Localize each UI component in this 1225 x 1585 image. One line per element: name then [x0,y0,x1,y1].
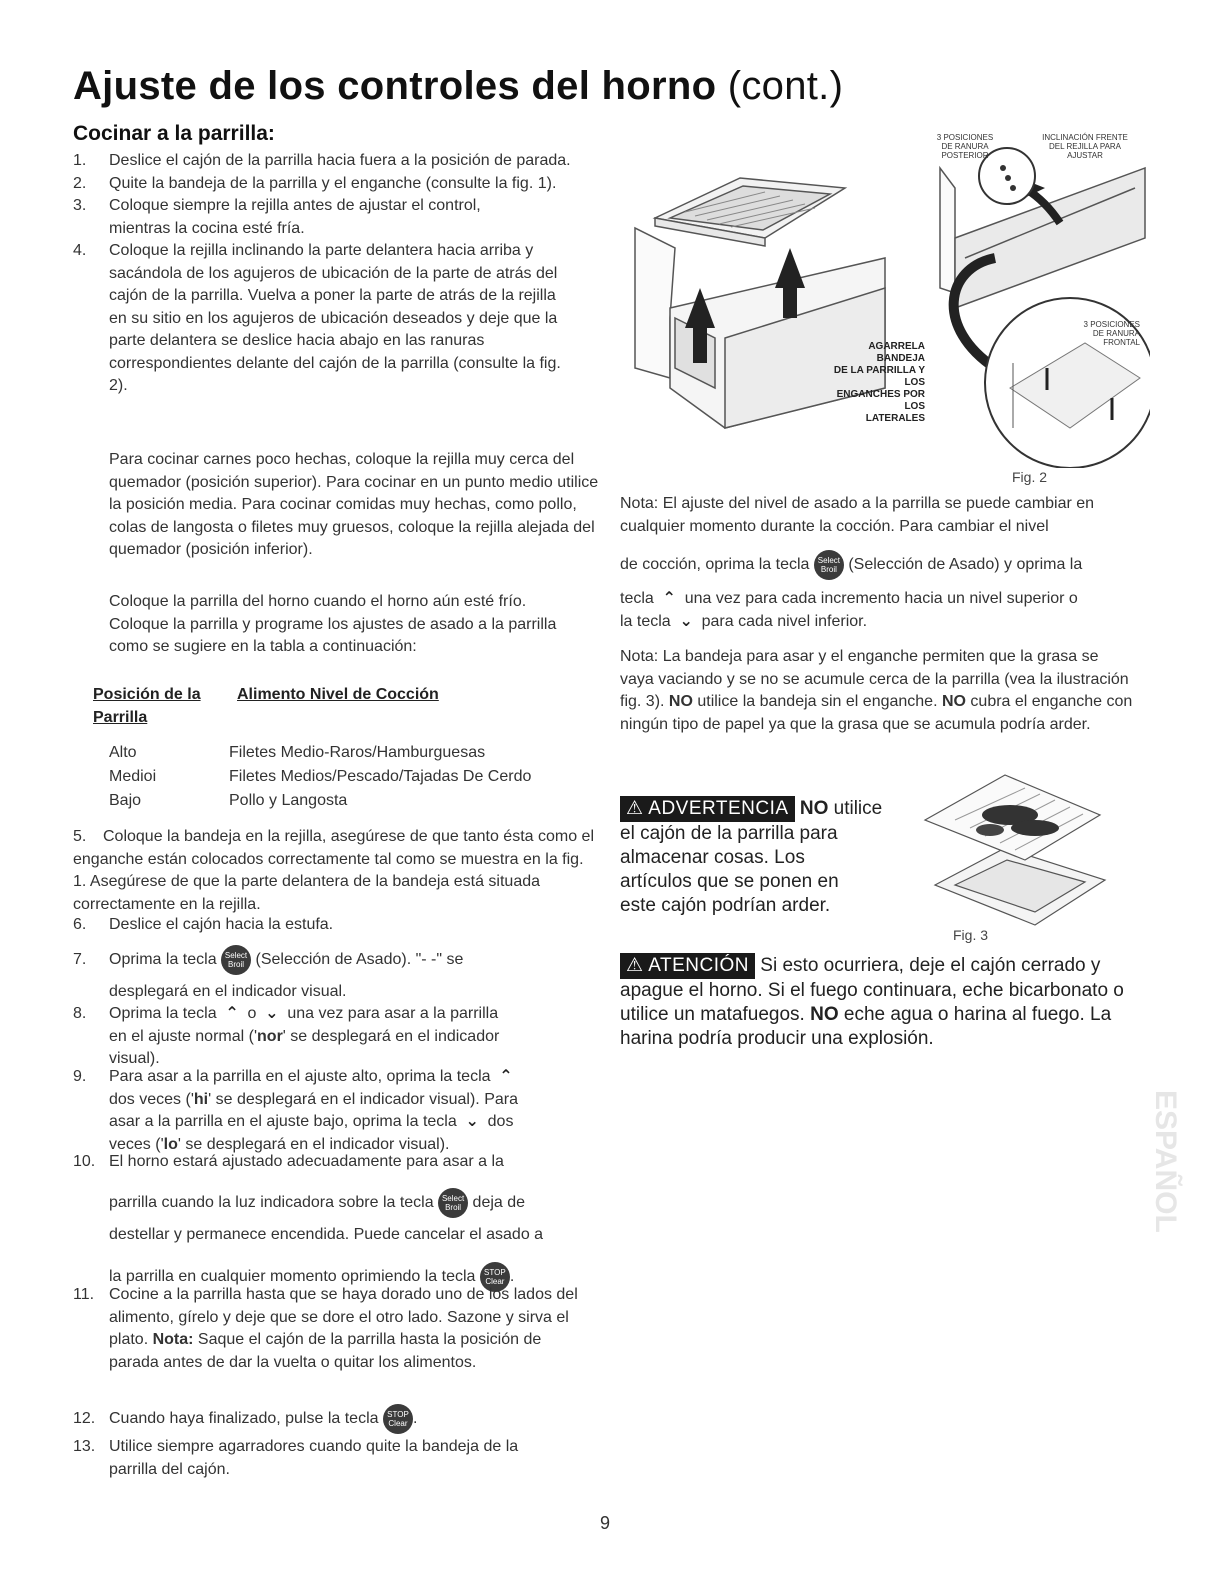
table-row: Alto Filetes Medio-Raros/Hamburguesas [109,744,486,761]
note-broil-level: Nota: El ajuste del nivel de asado a la parrilla se puede cambiar en cualquier momento durante la cocción. Para cambiar el nivel de cocción, oprima la tecla Select Broil (Selección de Asado) y oprima la tecla ⌃ una vez para cada incremento hacia un nivel superior o la tecla ⌄ para cada nivel inferior. [620,493,1140,633]
step-7: 7. Oprima la tecla Select Broil (Selección de Asado). "- -" se desplegará en el indicador visual. [73,945,603,1004]
down-arrow-key-icon: ⌄ [265,1005,279,1022]
table-row: Bajo Pollo y Langosta [109,792,348,809]
up-arrow-key-icon: ⌃ [225,1005,239,1022]
placement-paragraph: Coloque la parrilla del horno cuando el horno aún esté frío. Coloque la parrilla y programe los ajustes de asado a la parrilla como se sugiere en la tabla a continuación: [109,593,557,655]
warning-block: ⚠ ADVERTENCIA NO utilice el cajón de la parrilla para almacenar cosas. Los artículos que se ponen en este cajón podrían arder. [620,798,883,916]
step-12: 12. Cuando haya finalizado, pulse la tecla STOP Clear . [73,1404,417,1434]
step-10: 10. El horno estará ajustado adecuadamente para asar a la parrilla cuando la luz indicadora sobre la tecla Select Broil deja de destellar y permanece encendida. Puede cancelar el asado a la parrilla en cualquier momento oprimiendo la tecla STOP Clear . [73,1151,603,1292]
page-number: 9 [600,1513,611,1533]
fig3-label: Fig. 3 [953,927,989,943]
stop-clear-key-icon: STOP Clear [383,1404,413,1434]
down-arrow-key-icon: ⌄ [465,1113,479,1130]
steps-list-a [73,150,603,398]
fig2-pan-callout: AGARRELA BANDEJA DE LA PARRILLA Y LOS ENGANCHES POR LOS LATERALES [833,341,925,424]
table-header-food: Alimento Nivel de Cocción [237,686,439,703]
down-arrow-key-icon: ⌄ [679,612,693,630]
step-9: 9. Para asar a la parrilla en el ajuste alto, oprima la tecla ⌃ dos veces ('hi' se desplegará en el indicador visual). Para asar a la parrilla en el ajuste bajo, oprima la tecla ⌄ dos veces ('lo' se desplegará en el indicador visual). [73,1068,518,1153]
step-3: 3. Coloque siempre la rejilla antes de ajustar el control, mientras la cocina esté fría. [73,197,481,237]
up-arrow-key-icon: ⌃ [499,1068,513,1085]
step-1: 1. Deslice el cajón de la parrilla hacia fuera a la posición de parada. [73,152,571,169]
step-2: 2. Quite la bandeja de la parrilla y el enganche (consulte la fig. 1). [73,174,557,192]
fig2-front-slot-callout: 3 POSICIONES DE RANURA FRONTAL [1083,320,1140,347]
fig2-label: Fig. 2 [1012,469,1048,485]
step-11: 11. Cocine a la parrilla hasta que se haya dorado uno de los lados del alimento, gírelo y deje que se dore el otro lado. Sazone y sirva el plato. Nota: Saque el cajón de la parrilla hasta la posición de parada antes de dar la vuelta o quitar los alimentos. [73,1286,578,1371]
up-arrow-key-icon: ⌃ [662,590,676,607]
warning-badge: ⚠ ADVERTENCIA [620,796,795,822]
step-4: 4. Coloque la rejilla inclinando la parte delantera hacia arriba y sacándola de los agujeros de ubicación de la parte de atrás del cajón de la parrilla. Vuelva a poner la parte de atrás de la rejilla en su sitio en los agujeros de ubicación deseados y deje que la parte delantera se deslice hacia abajo en las ranuras correspondientes delante del cajón de la parrilla (consulte la fig. 2). [73,242,561,394]
fig2-tilt-callout: INCLINACIÓN FRENTE DEL REJILLA PARA AJUSTAR [1042,133,1128,160]
language-side-tab: ESPAÑOL [1149,1090,1182,1233]
stop-clear-key-icon: STOP Clear [480,1262,510,1292]
fig3-broiler-pan-illustration [915,770,1115,945]
table-header-position: Posición de la Parrilla [93,686,201,726]
caution-block: ⚠ ATENCIÓN Si esto ocurriera, deje el cajón cerrado y apague el horno. Si el fuego continuara, eche bicarbonato o utilice un matafuegos. NO eche agua o harina al fuego. La harina podría producir una explosión. [620,955,1124,1049]
select-broil-key-icon: Select Broil [221,945,251,975]
step-6: 6. Deslice el cajón hacia la estufa. [73,916,334,933]
step-13: 13. Utilice siempre agarradores cuando quite la bandeja de la parrilla del cajón. [73,1438,519,1478]
rack-position-paragraph: Para cocinar carnes poco hechas, coloque la rejilla muy cerca del quemador (posición superior). Para cocinar en un punto medio utilice la posición media. Para cocinar comidas muy hechas, como pollo, colas de langosta o filetes muy gruesos, coloque la rejilla alejada del quemador (posición inferior). [109,451,599,558]
section-heading: Cocinar a la parrilla: [73,122,275,145]
table-row: Medioi Filetes Medios/Pescado/Tajadas De Cerdo [109,768,532,785]
caution-badge: ⚠ ATENCIÓN [620,953,755,979]
note-grease: Nota: La bandeja para asar y el enganche permiten que la grasa se vaya vaciando y se no se acumule cerca de la parrilla (vea la ilustración fig. 3). NO utilice la bandeja sin el enganche. NO cubra el enganche con ningún tipo de papel ya que la grasa que se acumula podría arder. [620,648,1133,733]
fig2-back-slot-callout: 3 POSICIONES DE RANURA POSTERIOR [936,133,994,160]
select-broil-key-icon: Select Broil [814,550,844,580]
page-title: Ajuste de los controles del horno (cont.) [73,64,844,108]
step-8: 8. Oprima la tecla ⌃ o ⌄ una vez para asar a la parrilla en el ajuste normal ('nor' se desplegará en el indicador visual). [73,1005,500,1067]
step-5: 5. Coloque la bandeja en la rejilla, asegúrese de que tanto ésta como el enganche están colocados correctamente tal como se muestra en la fig. 1. Asegúrese de que la parte delantera de la bandeja está situada correctamente en la rejilla. [73,828,594,913]
select-broil-key-icon: Select Broil [438,1188,468,1218]
